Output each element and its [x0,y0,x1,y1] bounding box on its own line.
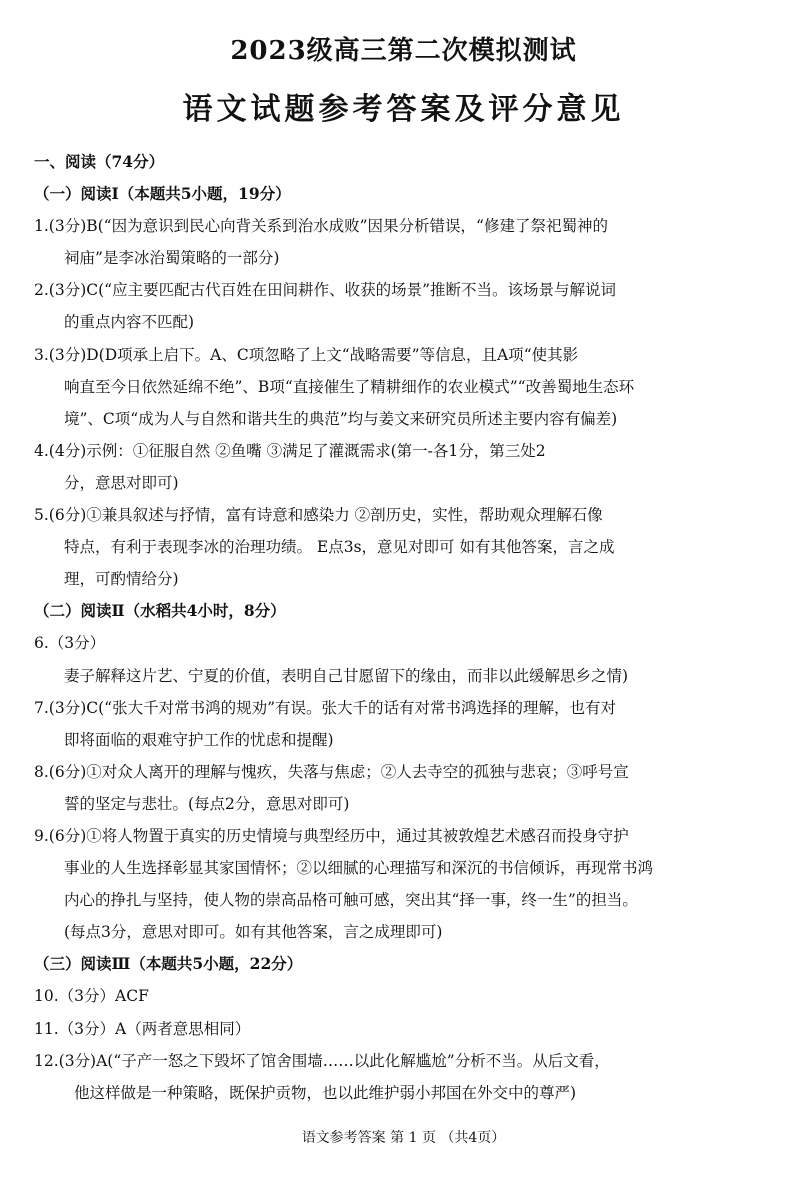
document-subtitle: 语文试题参考答案及评分意见 [182,92,625,127]
answer-8-line-1: 8.(6分)①对众人离开的理解与愧疚，失落与焦虑；②人去寺空的孤独与悲哀；③呼号宣 [34,762,629,781]
exam-title: 2023级高三第二次模拟测试 [230,36,577,66]
subsection-heading-reading-1: （一）阅读Ⅰ（本题共5小题，19分） [34,184,291,204]
answer-10-line-1: 10.（3分）ACF [34,987,149,1006]
answer-9-line-3: 内心的挣扎与坚持，使人物的崇高品格可触可感，突出其“择一事，终一生”的担当。 [64,891,638,910]
answer-5-line-3: 理，可酌情给分) [64,570,179,589]
subsection-heading-reading-3: （三）阅读Ⅲ（本题共5小题，22分） [34,954,303,974]
page-footer: 语文参考答案 第 1 页 （共4页） [301,1130,506,1146]
answer-9-line-4: (每点3分，意思对即可。如有其他答案，言之成理即可) [64,923,443,942]
answer-12-line-2: 他这样做是一种策略，既保护贡物，也以此维护弱小邦国在外交中的尊严) [74,1083,577,1102]
answer-content [34,146,779,1109]
answer-12-line-1: 12.(3分)A(“子产一怒之下毁坏了馆舍围墙……以此化解尴尬”分析不当。从后文看， [34,1051,610,1070]
answer-3-line-1: 3.(3分)D(D项承上启下。A、C项忽略了上文“战略需要”等信息，且A项“使其影 [34,345,579,364]
answer-2-line-2: 的重点内容不匹配) [64,313,195,332]
answer-1-line-2: 祠庙”是李冰治蜀策略的一部分) [64,249,280,268]
answer-7-line-2: 即将面临的艰难守护工作的忧虑和提醒) [64,730,334,749]
subsection-heading-reading-2: （二）阅读Ⅱ（水稻共4小时，8分） [34,601,286,621]
answer-3-line-3: 境”、C项“成为人与自然和谐共生的典范”均与姜文来研究员所述主要内容有偏差) [64,409,618,428]
answer-5-line-2: 特点，有利于表现李冰的治理功绩。 E点3s，意见对即可 如有其他答案，言之成 [64,538,615,557]
answer-3-line-2: 响直至今日依然延绵不绝”、B项“直接催生了精耕细作的农业模式”“改善蜀地生态环 [64,377,635,396]
answer-6-line-2: 妻子解释这片艺、宁夏的价值，表明自己甘愿留下的缘由，而非以此缓解思乡之情) [64,666,629,685]
answer-6-line-1: 6.（3分） [34,634,106,653]
answer-4-line-1: 4.(4分)示例：①征服自然 ②鱼嘴 ③满足了灌溉需求(第一-各1分，第三处2 [34,441,546,460]
answer-1-line-1: 1.(3分)B(“因为意识到民心向背关系到治水成败”因果分析错误，“修建了祭祀蜀神的 [34,217,608,236]
section-heading-reading: 一、阅读（74分） [34,152,165,171]
answer-4-line-2: 分，意思对即可) [64,473,179,492]
answer-8-line-2: 誓的坚定与悲壮。(每点2分，意思对即可) [64,794,350,813]
answer-9-line-1: 9.(6分)①将人物置于真实的历史情境与典型经历中，通过其被敦煌艺术感召而投身守护 [34,826,629,845]
answer-11-line-1: 11.（3分）A（两者意思相同） [34,1019,251,1038]
answer-7-line-1: 7.(3分)C(“张大千对常书鸿的规劝”有误。张大千的话有对常书鸿选择的理解，也有对 [34,698,617,717]
answer-9-line-2: 事业的人生选择彰显其家国情怀；②以细腻的心理描写和深沉的书信倾诉，再现常书鸿 [64,859,654,878]
answer-5-line-1: 5.(6分)①兼具叙述与抒情，富有诗意和感染力 ②剖历史，实性，帮助观众理解石像 [34,506,603,525]
answer-2-line-1: 2.(3分)C(“应主要匹配古代百姓在田间耕作、收获的场景”推断不当。该场景与解说词 [34,281,617,300]
